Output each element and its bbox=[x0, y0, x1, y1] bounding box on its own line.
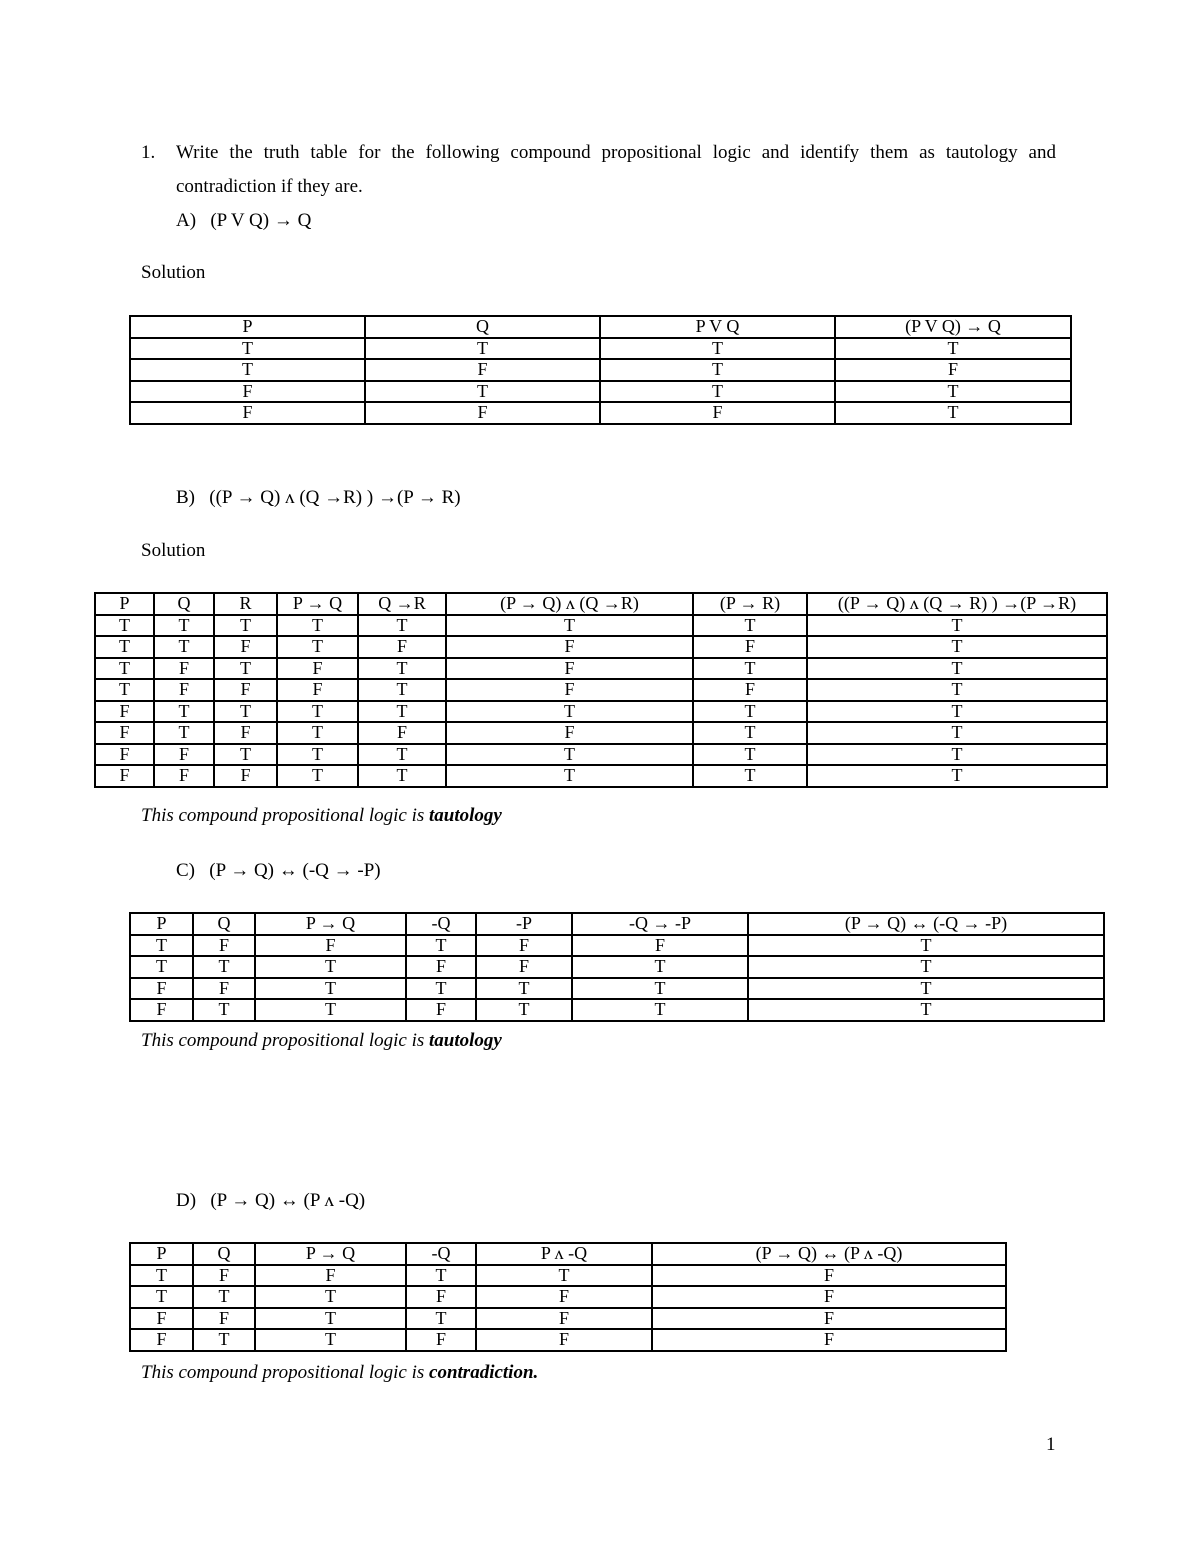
table-cell: T bbox=[807, 679, 1107, 701]
table-cell: F bbox=[277, 679, 358, 701]
table-cell: T bbox=[748, 935, 1104, 957]
table-header-cell: (P V Q) → Q bbox=[835, 316, 1071, 338]
table-cell: T bbox=[358, 765, 446, 787]
table-cell: F bbox=[95, 744, 154, 766]
table-row bbox=[95, 615, 1107, 637]
table-cell: F bbox=[476, 1329, 652, 1351]
table-cell: F bbox=[406, 1286, 476, 1308]
table-cell: T bbox=[358, 658, 446, 680]
part-d-conclusion bbox=[141, 1362, 538, 1384]
part-c-conclusion-prefix: This compound propositional logic is bbox=[141, 1030, 430, 1051]
table-cell: T bbox=[277, 722, 358, 744]
table-cell: T bbox=[95, 679, 154, 701]
table-cell: F bbox=[365, 402, 600, 424]
table-cell: T bbox=[358, 679, 446, 701]
table-cell: T bbox=[807, 615, 1107, 637]
part-a-formula: (P V Q) → Q bbox=[210, 210, 312, 231]
table-cell: T bbox=[277, 636, 358, 658]
table-cell: T bbox=[358, 744, 446, 766]
part-a-solution-label: Solution bbox=[141, 262, 206, 283]
table-cell: T bbox=[693, 765, 807, 787]
table-cell: T bbox=[193, 956, 255, 978]
table-cell: T bbox=[277, 615, 358, 637]
part-d-label: D) bbox=[176, 1190, 197, 1211]
table-cell: F bbox=[214, 636, 277, 658]
table-cell: F bbox=[95, 722, 154, 744]
table-cell: T bbox=[476, 978, 572, 1000]
truth-table-c bbox=[129, 912, 1105, 1022]
table-cell: T bbox=[807, 722, 1107, 744]
truth-table-a bbox=[129, 315, 1072, 425]
table-cell: T bbox=[255, 1286, 406, 1308]
table-row bbox=[95, 701, 1107, 723]
table-cell: T bbox=[600, 338, 835, 360]
table-cell: F bbox=[652, 1265, 1006, 1287]
table-cell: F bbox=[406, 956, 476, 978]
table-header-cell: (P → Q) ↔ (-Q → -P) bbox=[748, 913, 1104, 935]
question-text-line2: contradiction if they are. bbox=[176, 176, 363, 197]
table-cell: F bbox=[130, 381, 365, 403]
table-cell: F bbox=[214, 765, 277, 787]
table-cell: F bbox=[358, 722, 446, 744]
table-cell: F bbox=[693, 679, 807, 701]
part-b-conclusion bbox=[141, 805, 502, 827]
table-header-row bbox=[95, 593, 1107, 615]
table-header-cell: -Q bbox=[406, 913, 476, 935]
table-header-cell: Q bbox=[193, 913, 255, 935]
table-cell: F bbox=[193, 1265, 255, 1287]
table-cell: T bbox=[95, 636, 154, 658]
table-cell: T bbox=[446, 744, 693, 766]
table-cell: T bbox=[255, 999, 406, 1021]
table-cell: F bbox=[476, 956, 572, 978]
table-row bbox=[130, 1286, 1006, 1308]
table-cell: T bbox=[255, 956, 406, 978]
part-a-heading bbox=[176, 210, 311, 232]
table-cell: T bbox=[693, 701, 807, 723]
table-cell: T bbox=[130, 338, 365, 360]
table-cell: T bbox=[446, 615, 693, 637]
table-cell: T bbox=[807, 765, 1107, 787]
table-cell: T bbox=[95, 658, 154, 680]
truth-table-b bbox=[94, 592, 1108, 788]
table-cell: T bbox=[214, 658, 277, 680]
table-cell: F bbox=[193, 1308, 255, 1330]
table-row bbox=[130, 956, 1104, 978]
table-cell: F bbox=[95, 765, 154, 787]
table-cell: F bbox=[835, 359, 1071, 381]
table-row bbox=[130, 338, 1071, 360]
table-cell: T bbox=[130, 359, 365, 381]
table-cell: F bbox=[255, 1265, 406, 1287]
table-header-row bbox=[130, 316, 1071, 338]
table-cell: T bbox=[406, 978, 476, 1000]
table-cell: F bbox=[154, 658, 214, 680]
table-cell: T bbox=[255, 978, 406, 1000]
table-cell: F bbox=[572, 935, 748, 957]
question-number: 1. bbox=[141, 142, 156, 163]
table-cell: T bbox=[807, 744, 1107, 766]
table-cell: T bbox=[358, 615, 446, 637]
table-cell: T bbox=[835, 381, 1071, 403]
table-cell: F bbox=[154, 744, 214, 766]
table-header-cell: P ʌ -Q bbox=[476, 1243, 652, 1265]
table-cell: F bbox=[193, 935, 255, 957]
table-cell: T bbox=[693, 722, 807, 744]
part-d-heading bbox=[176, 1190, 365, 1212]
table-row bbox=[95, 679, 1107, 701]
table-header-cell: Q bbox=[154, 593, 214, 615]
table-cell: T bbox=[693, 658, 807, 680]
table-row bbox=[130, 978, 1104, 1000]
table-cell: F bbox=[193, 978, 255, 1000]
table-header-cell: P bbox=[95, 593, 154, 615]
table-header-row bbox=[130, 913, 1104, 935]
part-c-label: C) bbox=[176, 860, 195, 881]
table-cell: T bbox=[130, 956, 193, 978]
table-cell: T bbox=[406, 1308, 476, 1330]
table-row bbox=[95, 765, 1107, 787]
table-header-cell: -P bbox=[476, 913, 572, 935]
table-header-cell: ((P → Q) ʌ (Q → R) ) →(P →R) bbox=[807, 593, 1107, 615]
table-cell: F bbox=[130, 402, 365, 424]
part-c-formula: (P → Q) ↔ (-Q → -P) bbox=[209, 860, 381, 881]
table-cell: T bbox=[154, 722, 214, 744]
table-row bbox=[130, 1265, 1006, 1287]
table-header-cell: P bbox=[130, 913, 193, 935]
table-cell: T bbox=[476, 1265, 652, 1287]
table-cell: T bbox=[748, 956, 1104, 978]
table-row bbox=[95, 636, 1107, 658]
table-header-cell: (P → R) bbox=[693, 593, 807, 615]
table-cell: F bbox=[154, 679, 214, 701]
table-cell: F bbox=[476, 1308, 652, 1330]
table-row bbox=[95, 658, 1107, 680]
table-cell: T bbox=[214, 744, 277, 766]
table-row bbox=[130, 1308, 1006, 1330]
table-cell: T bbox=[572, 956, 748, 978]
table-cell: T bbox=[600, 381, 835, 403]
table-cell: T bbox=[693, 744, 807, 766]
table-cell: F bbox=[406, 999, 476, 1021]
table-cell: T bbox=[807, 636, 1107, 658]
table-header-cell: R bbox=[214, 593, 277, 615]
table-cell: T bbox=[95, 615, 154, 637]
table-header-cell: Q bbox=[365, 316, 600, 338]
table-row bbox=[95, 744, 1107, 766]
page-number: 1 bbox=[1046, 1434, 1056, 1455]
table-cell: T bbox=[476, 999, 572, 1021]
table-row bbox=[130, 999, 1104, 1021]
part-a-label: A) bbox=[176, 210, 197, 231]
table-cell: T bbox=[807, 658, 1107, 680]
table-cell: F bbox=[446, 658, 693, 680]
table-cell: T bbox=[365, 381, 600, 403]
table-cell: F bbox=[406, 1329, 476, 1351]
part-b-label: B) bbox=[176, 487, 195, 508]
table-cell: F bbox=[652, 1286, 1006, 1308]
table-header-cell: (P → Q) ↔ (P ʌ -Q) bbox=[652, 1243, 1006, 1265]
table-cell: T bbox=[255, 1308, 406, 1330]
table-cell: T bbox=[835, 402, 1071, 424]
table-cell: T bbox=[693, 615, 807, 637]
table-cell: T bbox=[446, 701, 693, 723]
table-cell: F bbox=[446, 636, 693, 658]
part-b-heading bbox=[176, 487, 461, 509]
table-cell: T bbox=[130, 1286, 193, 1308]
table-row bbox=[130, 359, 1071, 381]
table-cell: F bbox=[277, 658, 358, 680]
table-cell: F bbox=[476, 1286, 652, 1308]
table-cell: T bbox=[572, 999, 748, 1021]
table-cell: F bbox=[255, 935, 406, 957]
table-cell: T bbox=[406, 935, 476, 957]
table-row bbox=[130, 402, 1071, 424]
table-header-cell: P → Q bbox=[255, 1243, 406, 1265]
table-row bbox=[130, 1329, 1006, 1351]
table-header-cell: -Q bbox=[406, 1243, 476, 1265]
part-d-conclusion-prefix: This compound propositional logic is bbox=[141, 1362, 430, 1383]
table-cell: T bbox=[807, 701, 1107, 723]
table-header-cell: P → Q bbox=[255, 913, 406, 935]
table-cell: F bbox=[95, 701, 154, 723]
table-header-cell: P → Q bbox=[277, 593, 358, 615]
table-cell: T bbox=[748, 978, 1104, 1000]
table-cell: T bbox=[277, 765, 358, 787]
table-cell: T bbox=[277, 744, 358, 766]
table-cell: F bbox=[365, 359, 600, 381]
table-cell: F bbox=[652, 1329, 1006, 1351]
table-header-cell: P bbox=[130, 1243, 193, 1265]
table-cell: T bbox=[193, 999, 255, 1021]
table-cell: F bbox=[358, 636, 446, 658]
part-d-conclusion-result: contradiction. bbox=[429, 1362, 539, 1383]
table-row bbox=[130, 935, 1104, 957]
table-cell: T bbox=[255, 1329, 406, 1351]
table-cell: T bbox=[130, 1265, 193, 1287]
table-cell: F bbox=[214, 679, 277, 701]
part-c-heading bbox=[176, 860, 381, 882]
table-header-cell: Q →R bbox=[358, 593, 446, 615]
table-cell: T bbox=[193, 1286, 255, 1308]
table-cell: T bbox=[600, 359, 835, 381]
table-header-cell: P bbox=[130, 316, 365, 338]
table-cell: T bbox=[154, 701, 214, 723]
table-cell: T bbox=[835, 338, 1071, 360]
table-cell: F bbox=[214, 722, 277, 744]
table-cell: T bbox=[446, 765, 693, 787]
table-cell: T bbox=[365, 338, 600, 360]
part-b-solution-label: Solution bbox=[141, 540, 206, 561]
table-header-row bbox=[130, 1243, 1006, 1265]
part-b-conclusion-prefix: This compound propositional logic is bbox=[141, 805, 430, 826]
table-header-cell: P V Q bbox=[600, 316, 835, 338]
table-cell: F bbox=[130, 978, 193, 1000]
table-row bbox=[130, 381, 1071, 403]
table-cell: T bbox=[193, 1329, 255, 1351]
table-cell: F bbox=[130, 1308, 193, 1330]
table-cell: T bbox=[154, 636, 214, 658]
part-b-formula: ((P → Q) ʌ (Q →R) ) →(P → R) bbox=[209, 487, 461, 508]
table-header-cell: -Q → -P bbox=[572, 913, 748, 935]
table-row bbox=[95, 722, 1107, 744]
table-cell: T bbox=[406, 1265, 476, 1287]
part-b-conclusion-result: tautology bbox=[429, 805, 502, 826]
question-text-line1: Write the truth table for the following compound propositional logic and identify them as tautology and bbox=[176, 142, 1056, 163]
table-cell: T bbox=[277, 701, 358, 723]
truth-table-d bbox=[129, 1242, 1007, 1352]
table-cell: F bbox=[446, 679, 693, 701]
table-cell: F bbox=[693, 636, 807, 658]
table-cell: F bbox=[652, 1308, 1006, 1330]
table-cell: T bbox=[154, 615, 214, 637]
table-cell: F bbox=[476, 935, 572, 957]
table-cell: T bbox=[358, 701, 446, 723]
part-d-formula: (P → Q) ↔ (P ʌ -Q) bbox=[210, 1190, 366, 1211]
table-cell: T bbox=[214, 615, 277, 637]
part-c-conclusion bbox=[141, 1030, 502, 1052]
table-header-cell: Q bbox=[193, 1243, 255, 1265]
table-cell: T bbox=[572, 978, 748, 1000]
part-c-conclusion-result: tautology bbox=[429, 1030, 502, 1051]
table-cell: F bbox=[130, 1329, 193, 1351]
table-header-cell: (P → Q) ʌ (Q →R) bbox=[446, 593, 693, 615]
table-cell: T bbox=[748, 999, 1104, 1021]
table-cell: T bbox=[130, 935, 193, 957]
table-cell: F bbox=[446, 722, 693, 744]
table-cell: F bbox=[154, 765, 214, 787]
table-cell: F bbox=[600, 402, 835, 424]
table-cell: F bbox=[130, 999, 193, 1021]
table-cell: T bbox=[214, 701, 277, 723]
